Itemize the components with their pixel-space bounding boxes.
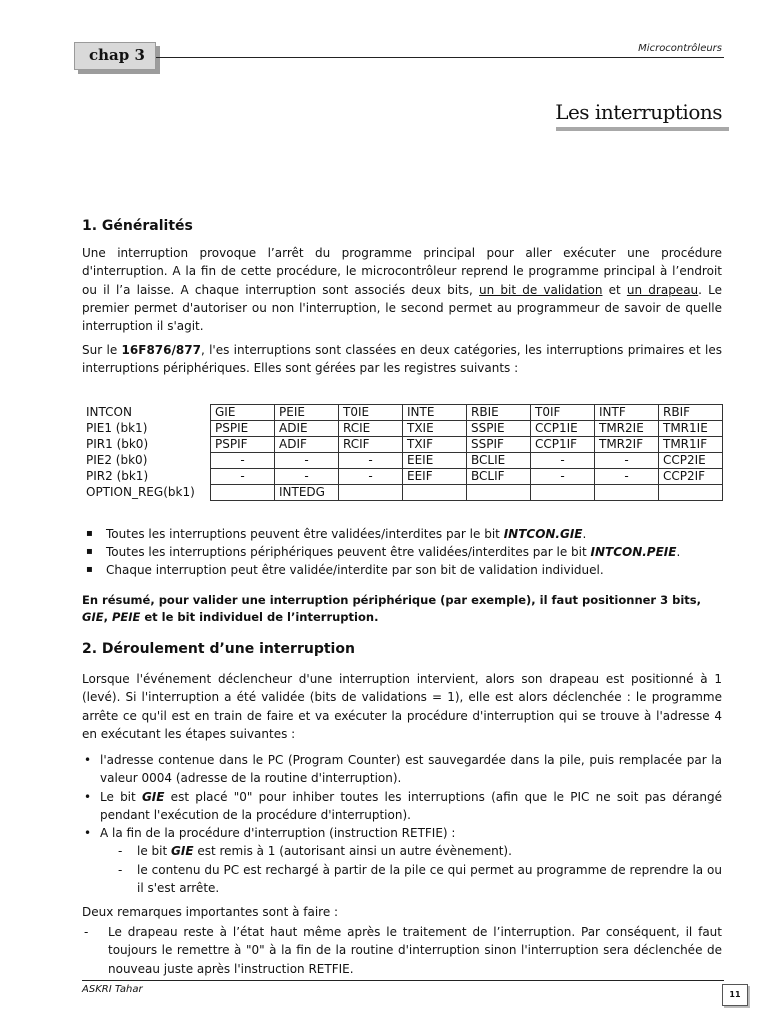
bit-name: INTCON.PEIE (590, 545, 677, 559)
register-bit-cell (659, 485, 723, 501)
register-bit-cell (467, 485, 531, 501)
bit-name: GIE (141, 789, 165, 804)
page-number: 11 (722, 984, 748, 1006)
remarks-title: Deux remarques importantes sont à faire : (82, 905, 339, 919)
list-text: est remis à 1 (autorisant ainsi un autre évènement). (193, 844, 512, 859)
register-bit-cell: INTE (403, 405, 467, 421)
register-bit-cell: - (339, 469, 403, 485)
register-bit-cell: - (595, 469, 659, 485)
table-row (84, 485, 723, 501)
register-bit-cell: CCP1IF (531, 437, 595, 453)
register-bit-cell: T0IE (339, 405, 403, 421)
bit-name: GIE (82, 609, 104, 624)
register-bit-cell: TMR2IE (595, 421, 659, 437)
para-text: Une interruption provoque l’arrêt du programme principal pour aller exécuter une procédure d'interruption. A la fin de cette procédure, le microcontrôleur reprend le programme principal à l’endroit ou il l’a laisse. A chaque interruption sont associés deux bits, (82, 246, 722, 297)
register-bit-cell: TXIF (403, 437, 467, 453)
register-bit-cell (403, 485, 467, 501)
register-name: PIR1 (bk0) (86, 437, 149, 451)
register-bit-cell: TMR1IF (659, 437, 723, 453)
table-row (84, 469, 723, 485)
summary-note (82, 592, 722, 625)
register-bit-cell: - (531, 453, 595, 469)
table-row (84, 437, 723, 453)
list-text: . (582, 527, 587, 541)
para-text: . Le premier permet d'autoriser ou non l'interruption, le second permet au programmeur de savoir de quelle interruption il s'agit. (82, 282, 722, 334)
list-text: Toutes les interruptions périphériques peuvent être validées/interdites par le bit (106, 545, 591, 559)
register-bit-cell (531, 485, 595, 501)
register-table (84, 404, 723, 501)
bit-name: GIE (171, 844, 194, 859)
list-item: • l'adresse contenue dans le PC (Program Counter) est sauvegardée dans la pile, puis remplacée par la valeur 0004 (adresse de la routine d'interruption). (84, 753, 722, 786)
page-title: Les interruptions (555, 100, 722, 124)
register-name: OPTION_REG(bk1) (86, 485, 195, 499)
list-item: • Le bit GIE est placé "0" pour inhiber toutes les interruptions (afin que le PIC ne soit pas dérangé pendant l'exécution de la procédure d'interruption). (84, 789, 722, 822)
list-text: A la fin de la procédure d'interruption (instruction RETFIE) : (100, 826, 456, 841)
register-bit-cell: CCP2IF (659, 469, 723, 485)
register-bit-cell: TXIE (403, 421, 467, 437)
register-bit-cell: - (531, 469, 595, 485)
list-text: . (676, 545, 681, 559)
register-bit-cell: EEIF (403, 469, 467, 485)
para-text: Sur le (82, 343, 122, 357)
list-text: est placé "0" pour inhiber toutes les interruptions (afin que le PIC ne soit pas dérangé pendant l'exécution de la procédure d'interruption). (100, 789, 722, 822)
register-bit-cell: - (211, 469, 275, 485)
section-heading-deroulement: 2. Déroulement d’une interruption (82, 641, 355, 657)
register-bit-cell: PEIE (275, 405, 339, 421)
chapter-label: chap 3 (89, 46, 145, 64)
register-bit-cell: CCP2IE (659, 453, 723, 469)
remark-item: - Le drapeau reste à l’état haut même après le traitement de l’interruption. Par conséquent, il faut toujours le remettre à "0" à la fin de la routine d'interruption sinon l'interruption sera déclenchée de nouveau juste après l'instruction RETFIE. (82, 923, 722, 978)
table-row (84, 405, 723, 421)
register-bit-cell (595, 485, 659, 501)
register-bit-cell: INTEDG (275, 485, 339, 501)
register-bit-cell: INTF (595, 405, 659, 421)
para-text: et le bit individuel de l’interruption. (140, 609, 379, 624)
sub-list-item: - le bit GIE est remis à 1 (autorisant ainsi un autre évènement). (118, 844, 512, 859)
list-text: Le bit (100, 789, 142, 804)
register-bit-cell: EEIE (403, 453, 467, 469)
register-bit-cell: BCLIE (467, 453, 531, 469)
register-bit-cell: - (595, 453, 659, 469)
register-bit-cell: RCIF (339, 437, 403, 453)
paragraph-intro (82, 244, 722, 335)
bit-name: INTCON.GIE (503, 527, 583, 541)
register-bit-cell: - (275, 453, 339, 469)
register-bit-cell: SSPIE (467, 421, 531, 437)
register-bit-cell: RBIF (659, 405, 723, 421)
list-text: le contenu du PC est rechargé à partir de la pile ce qui permet au programme de reprendre la ou il s'est arrête. (137, 862, 722, 896)
list-text: l'adresse contenue dans le PC (Program Counter) est sauvegardée dans la pile, puis remplacée par la valeur 0004 (adresse de la routine d'interruption). (100, 753, 722, 786)
register-bit-cell: BCLIF (467, 469, 531, 485)
remark-text: Le drapeau reste à l’état haut même après le traitement de l’interruption. Par conséquent, il faut toujours le remettre à "0" à la fin de la routine d'interruption sinon l'interruption sera déclenchée de nouveau juste après l'instruction RETFIE. (108, 925, 722, 976)
register-bit-cell (339, 485, 403, 501)
register-name: INTCON (86, 405, 132, 419)
para-text: , (103, 609, 112, 624)
register-bit-cell: GIE (211, 405, 275, 421)
list-text: le bit (137, 844, 172, 859)
steps-list (82, 751, 722, 897)
register-bit-cell (211, 485, 275, 501)
bit-name: PEIE (111, 609, 141, 624)
register-bit-cell: PSPIF (211, 437, 275, 453)
title-underline (556, 127, 729, 131)
register-bit-cell: TMR2IF (595, 437, 659, 453)
register-bit-cell: ADIF (275, 437, 339, 453)
square-bullet-list (86, 525, 680, 579)
register-bit-cell: PSPIE (211, 421, 275, 437)
register-bit-cell: SSPIF (467, 437, 531, 453)
underlined-term: un bit de validation (479, 282, 603, 297)
register-name: PIR2 (bk1) (86, 469, 149, 483)
para-text: , l'es interruptions sont classées en deux catégories, les interruptions primaires et les interruptions périphériques. Elles sont gérées par les registres suivants : (82, 343, 722, 376)
paragraph-deroulement: Lorsque l'événement déclencheur d'une interruption intervient, alors son drapeau est positionné à 1 (levé). Si l'interruption a été validée (bits de validations = 1), elle est alors déclenchée : le programme arrête ce qu'il est en train de faire et va exécuter la procédure d'interruption qui se trouve à l'adresse 4 en exécutant les étapes suivantes : (82, 672, 722, 741)
register-bit-cell: RCIE (339, 421, 403, 437)
list-text: Chaque interruption peut être validée/interdite par son bit de validation individuel. (106, 563, 604, 577)
list-text: Toutes les interruptions peuvent être validées/interdites par le bit (106, 527, 504, 541)
table-row (84, 453, 723, 469)
paragraph-registers (82, 341, 722, 378)
list-item: ▪ Chaque interruption peut être validée/interdite par son bit de validation individuel. (86, 563, 604, 577)
register-bit-cell: TMR1IE (659, 421, 723, 437)
header-rule (156, 57, 724, 58)
register-bit-cell: RBIE (467, 405, 531, 421)
register-bit-cell: - (275, 469, 339, 485)
list-item: ▪ Toutes les interruptions peuvent être validées/interdites par le bit INTCON.GIE. (86, 527, 587, 541)
footer-rule (82, 980, 724, 981)
author-name: ASKRI Tahar (82, 984, 143, 995)
course-title: Microcontrôleurs (638, 43, 722, 54)
para-text: En résumé, pour valider une interruption périphérique (par exemple), il faut positionner 3 bits, (82, 593, 702, 607)
register-bit-cell: ADIE (275, 421, 339, 437)
list-item: • A la fin de la procédure d'interruption (instruction RETFIE) : (84, 826, 456, 841)
sub-list-item: - le contenu du PC est rechargé à partir de la pile ce qui permet au programme de reprendre la ou il s'est arrête. (118, 862, 722, 896)
register-bit-cell: T0IF (531, 405, 595, 421)
register-bit-cell: - (211, 453, 275, 469)
list-item: ▪ Toutes les interruptions périphériques peuvent être validées/interdites par le bit INTCON.PEIE. (86, 545, 681, 559)
underlined-term: un drapeau (626, 282, 699, 297)
register-name: PIE2 (bk0) (86, 453, 148, 467)
register-bit-cell: CCP1IE (531, 421, 595, 437)
table-row (84, 421, 723, 437)
register-bit-cell: - (339, 453, 403, 469)
para-text: et (602, 282, 627, 297)
section-heading-generalites: 1. Généralités (82, 218, 193, 234)
chapter-tab (74, 42, 156, 70)
pic-model: 16F876/877 (121, 343, 201, 357)
register-name: PIE1 (bk1) (86, 421, 148, 435)
